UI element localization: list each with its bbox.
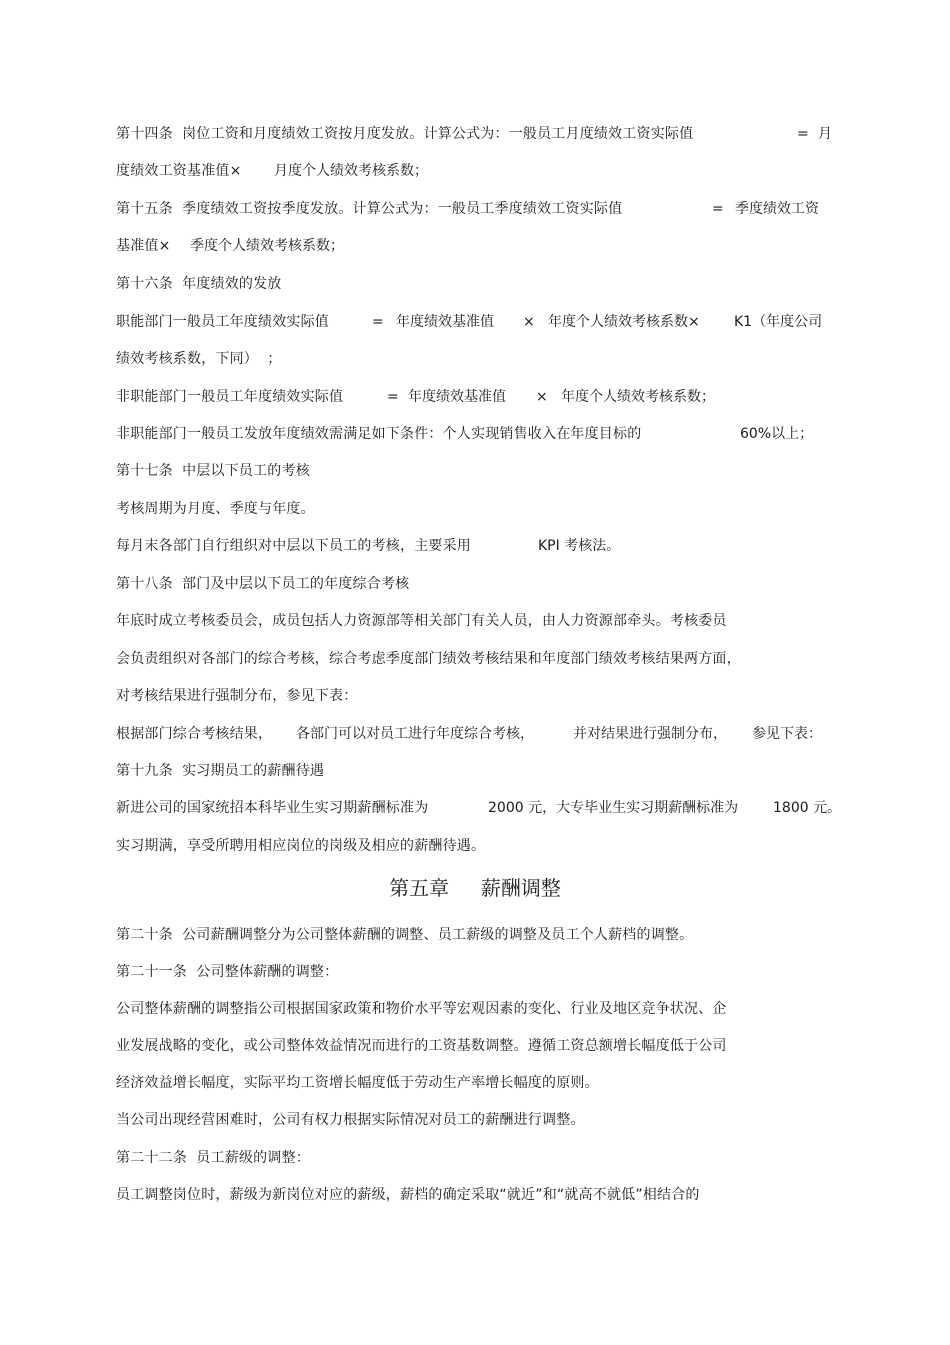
article-20: 第二十条 公司薪酬调整分为公司整体薪酬的调整、员工薪级的调整及员工个人薪档的调整。: [116, 927, 694, 943]
assessment-cycle: 考核周期为月度、季度与年度。: [116, 501, 315, 517]
functional-formula-a: 职能部门一般员工年度绩效实际值: [116, 314, 329, 330]
intern-pay-c: 1800 元。: [773, 800, 842, 816]
functional-formula-cont: 绩效考核系数，下同） ；: [116, 351, 282, 367]
article-15-line-2b: 季度个人绩效考核系数；: [190, 238, 344, 254]
intern-pay-a: 新进公司的国家统招本科毕业生实习期薪酬标准为: [116, 800, 429, 816]
committee-paragraph-2: 会负责组织对各部门的综合考核，综合考虑季度部门绩效考核结果和年度部门绩效考核结果两方面，: [116, 651, 741, 667]
article-15-line-1-end: 季度绩效工资: [735, 201, 819, 217]
chapter-title: 第五章 薪酬调整: [389, 876, 561, 900]
functional-formula-e: 年度个人绩效考核系数×: [548, 314, 700, 330]
nonfunctional-formula-e: 年度个人绩效考核系数；: [561, 389, 715, 405]
distribution-c: 并对结果进行强制分布，: [573, 726, 727, 742]
grade-adjust-1: 员工调整岗位时，薪级为新岗位对应的薪级，薪档的确定采取“就近”和“就高不就低”相结合的: [116, 1187, 700, 1203]
article-16-heading: 第十六条 年度绩效的发放: [116, 276, 282, 292]
nonfunctional-condition-a: 非职能部门一般员工发放年度绩效需满足如下条件：个人实现销售收入在年度目标的: [116, 426, 642, 442]
intern-pay-b: 2000 元，大专毕业生实习期薪酬标准为: [488, 800, 739, 816]
nonfunctional-formula-a: 非职能部门一般员工年度绩效实际值: [116, 389, 344, 405]
multiply-sign: ×: [523, 314, 535, 330]
overall-adjust-3: 经济效益增长幅度，实际平均工资增长幅度低于劳动生产率增长幅度的原则。: [116, 1075, 599, 1091]
article-22-heading: 第二十二条 员工薪级的调整：: [116, 1150, 310, 1166]
distribution-d: 参见下表：: [752, 726, 822, 742]
overall-adjust-1: 公司整体薪酬的调整指公司根据国家政策和物价水平等宏观因素的变化、行业及地区竞争状况、企: [116, 1001, 727, 1017]
equals-sign: =: [712, 201, 724, 217]
equals-sign: =: [797, 126, 809, 142]
intern-pay-end: 实习期满，享受所聘用相应岗位的岗级及相应的薪酬待遇。: [116, 838, 486, 854]
nonfunctional-condition-b: 60%以上；: [740, 426, 814, 442]
functional-formula-c: 年度绩效基准值: [396, 314, 494, 330]
article-17-heading: 第十七条 中层以下员工的考核: [116, 463, 310, 479]
article-14-line-1: 第十四条 岗位工资和月度绩效工资按月度发放。计算公式为：一般员工月度绩效工资实际值: [116, 126, 694, 142]
article-21-heading: 第二十一条 公司整体薪酬的调整：: [116, 964, 339, 980]
multiply-sign: ×: [536, 389, 548, 405]
article-15-line-2a: 基准值×: [116, 238, 171, 254]
monthly-assessment-b: KPI 考核法。: [538, 538, 621, 554]
article-14-line-1-end: 月: [818, 126, 832, 142]
functional-formula-f: K1（年度公司: [734, 314, 823, 330]
committee-paragraph-3: 对考核结果进行强制分布，参见下表：: [116, 688, 358, 704]
article-18-heading: 第十八条 部门及中层以下员工的年度综合考核: [116, 576, 410, 592]
equals-sign: =: [372, 314, 384, 330]
nonfunctional-formula-c: 年度绩效基准值: [408, 389, 506, 405]
difficulty-adjust: 当公司出现经营困难时，公司有权力根据实际情况对员工的薪酬进行调整。: [116, 1112, 585, 1128]
distribution-a: 根据部门综合考核结果，: [116, 726, 273, 742]
equals-sign: =: [387, 389, 399, 405]
article-19-heading: 第十九条 实习期员工的薪酬待遇: [116, 763, 325, 779]
distribution-b: 各部门可以对员工进行年度综合考核，: [296, 726, 534, 742]
overall-adjust-2: 业发展战略的变化，或公司整体效益情况而进行的工资基数调整。遵循工资总额增长幅度低于公司: [116, 1038, 727, 1054]
article-14-line-2a: 度绩效工资基准值×: [116, 163, 242, 179]
article-14-line-2b: 月度个人绩效考核系数；: [274, 163, 428, 179]
monthly-assessment-a: 每月末各部门自行组织对中层以下员工的考核，主要采用: [116, 538, 471, 554]
article-15-line-1: 第十五条 季度绩效工资按季度发放。计算公式为：一般员工季度绩效工资实际值: [116, 201, 623, 217]
committee-paragraph-1: 年底时成立考核委员会，成员包括人力资源部等相关部门有关人员，由人力资源部牵头。考核委员: [116, 613, 727, 629]
